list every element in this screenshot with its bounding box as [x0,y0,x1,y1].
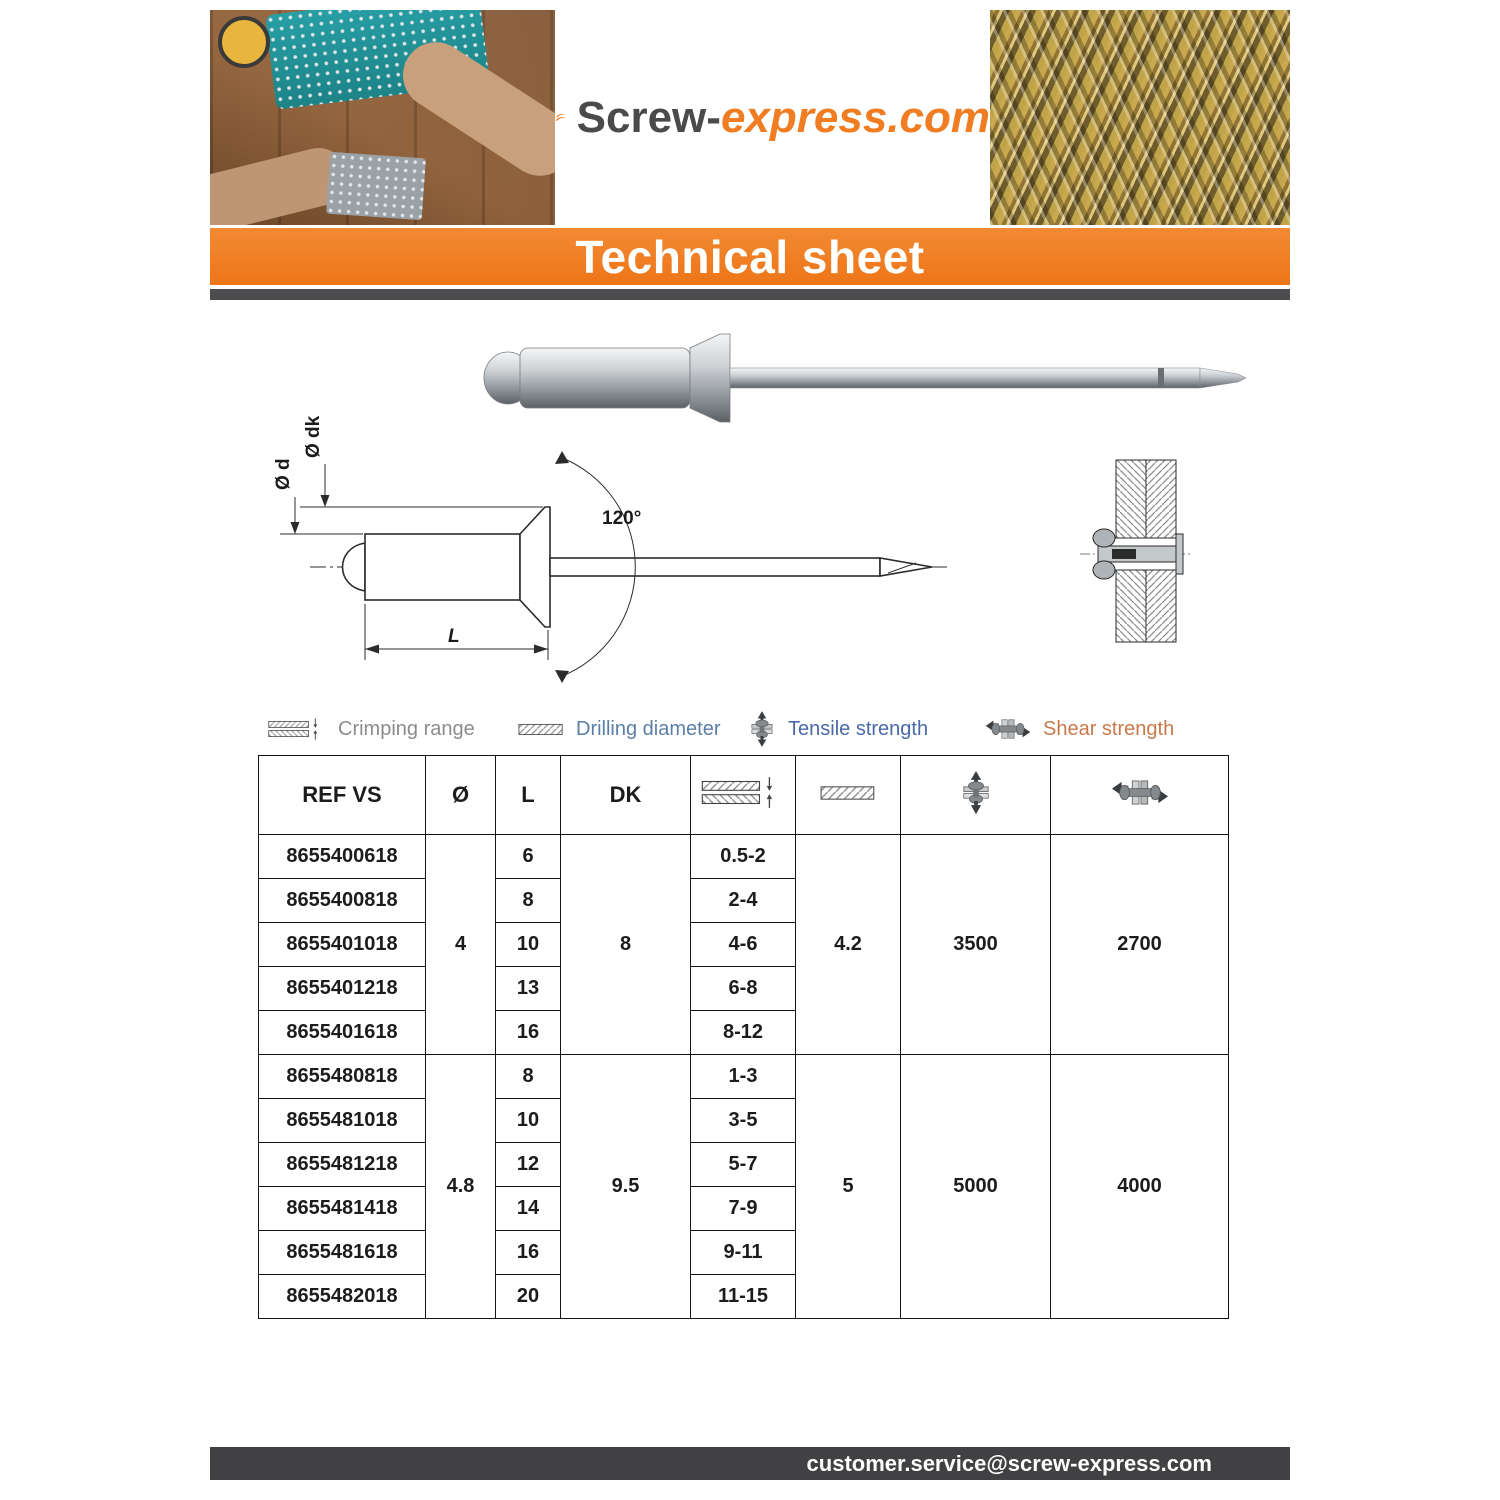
cell-length: 10 [496,1099,561,1143]
cell-ref: 8655400618 [259,835,426,879]
screw-tray [326,152,426,221]
legend-item-tensile-strength [748,710,928,748]
dim-label-d: Ø d [273,458,294,490]
brand-name-dark: Screw- [576,92,721,142]
crimping-range-icon [268,717,326,741]
cell-length: 13 [496,967,561,1011]
cell-ref: 8655401218 [259,967,426,1011]
legend-item-crimping-range [268,710,475,748]
dim-label-dk: Ø dk [303,415,324,458]
column-header-drilling-diameter [796,756,901,835]
legend-item-drilling-diameter [518,710,721,748]
cell-diameter-group: 4.8 [426,1055,496,1319]
cell-ref: 8655482018 [259,1275,426,1319]
dim-label-angle: 120° [602,508,642,529]
table-header-row [259,756,1229,835]
cell-ref: 8655481618 [259,1231,426,1275]
cell-length: 20 [496,1275,561,1319]
cell-ref: 8655401618 [259,1011,426,1055]
drilling-diameter-icon [820,784,876,802]
cell-crimp: 8-12 [691,1011,796,1055]
divider-strip [210,289,1290,300]
brand-name [577,93,990,143]
cell-crimp: 3-5 [691,1099,796,1143]
cell-crimp: 4-6 [691,923,796,967]
cell-ref: 8655401018 [259,923,426,967]
rivet-dimension-drawing [240,402,980,702]
cell-length: 10 [496,923,561,967]
cell-ref: 8655481418 [259,1187,426,1231]
cell-crimp: 2-4 [691,879,796,923]
logo-swoosh-icon [555,86,567,150]
cell-drilling-group: 5 [796,1055,901,1319]
legend-label-drilling-diameter: Drilling diameter [576,717,721,740]
column-header-tensile-strength [901,756,1051,835]
cell-tensile-group: 3500 [901,835,1051,1055]
legend-label-crimping-range: Crimping range [338,717,475,740]
legend-label-tensile-strength: Tensile strength [788,717,929,740]
cell-dk-group: 9.5 [561,1055,691,1319]
column-header-ref: REF VS [259,756,426,835]
tensile-strength-icon [748,710,776,748]
page-title: Technical sheet [575,230,925,283]
cell-crimp: 1-3 [691,1055,796,1099]
cell-length: 8 [496,1055,561,1099]
cell-crimp: 5-7 [691,1143,796,1187]
title-bar [210,228,1290,285]
brand-logo [555,10,990,225]
column-header-length: L [496,756,561,835]
table-row [259,1055,1229,1099]
cell-crimp: 9-11 [691,1231,796,1275]
cell-ref: 8655480818 [259,1055,426,1099]
cell-crimp: 0.5-2 [691,835,796,879]
cell-diameter-group: 4 [426,835,496,1055]
cell-length: 8 [496,879,561,923]
tensile-strength-icon [959,770,993,815]
shear-strength-icon [1111,778,1169,807]
cell-tensile-group: 5000 [901,1055,1051,1319]
column-header-diameter: Ø [426,756,496,835]
workbench-photo [210,10,555,225]
cell-ref: 8655481218 [259,1143,426,1187]
dim-label-length: L [448,626,460,647]
shear-strength-icon [985,717,1031,741]
cell-crimp: 6-8 [691,967,796,1011]
crimping-range-icon [701,776,785,809]
cell-shear-group: 2700 [1051,835,1229,1055]
cell-length: 6 [496,835,561,879]
cell-ref: 8655400818 [259,879,426,923]
legend-label-shear-strength: Shear strength [1043,717,1175,740]
cell-length: 12 [496,1143,561,1187]
table-row [259,835,1229,879]
cell-ref: 8655481018 [259,1099,426,1143]
cell-dk-group: 8 [561,835,691,1055]
column-header-crimping-range [691,756,796,835]
cell-length: 16 [496,1011,561,1055]
drilling-diameter-icon [518,722,564,737]
footer-bar [210,1447,1290,1480]
cell-length: 16 [496,1231,561,1275]
tape-measure [218,16,270,68]
column-header-dk: DK [561,756,691,835]
cell-shear-group: 4000 [1051,1055,1229,1319]
screws-photo [990,10,1290,225]
installed-rivet-section [1078,456,1193,646]
cell-crimp: 11-15 [691,1275,796,1319]
legend-item-shear-strength [985,710,1174,748]
brand-name-orange: express.com [720,92,990,142]
specification-table [258,755,1229,1319]
customer-service-email: customer.service@screw-express.com [806,1450,1212,1476]
column-header-shear-strength [1051,756,1229,835]
cell-drilling-group: 4.2 [796,835,901,1055]
cell-length: 14 [496,1187,561,1231]
cell-crimp: 7-9 [691,1187,796,1231]
